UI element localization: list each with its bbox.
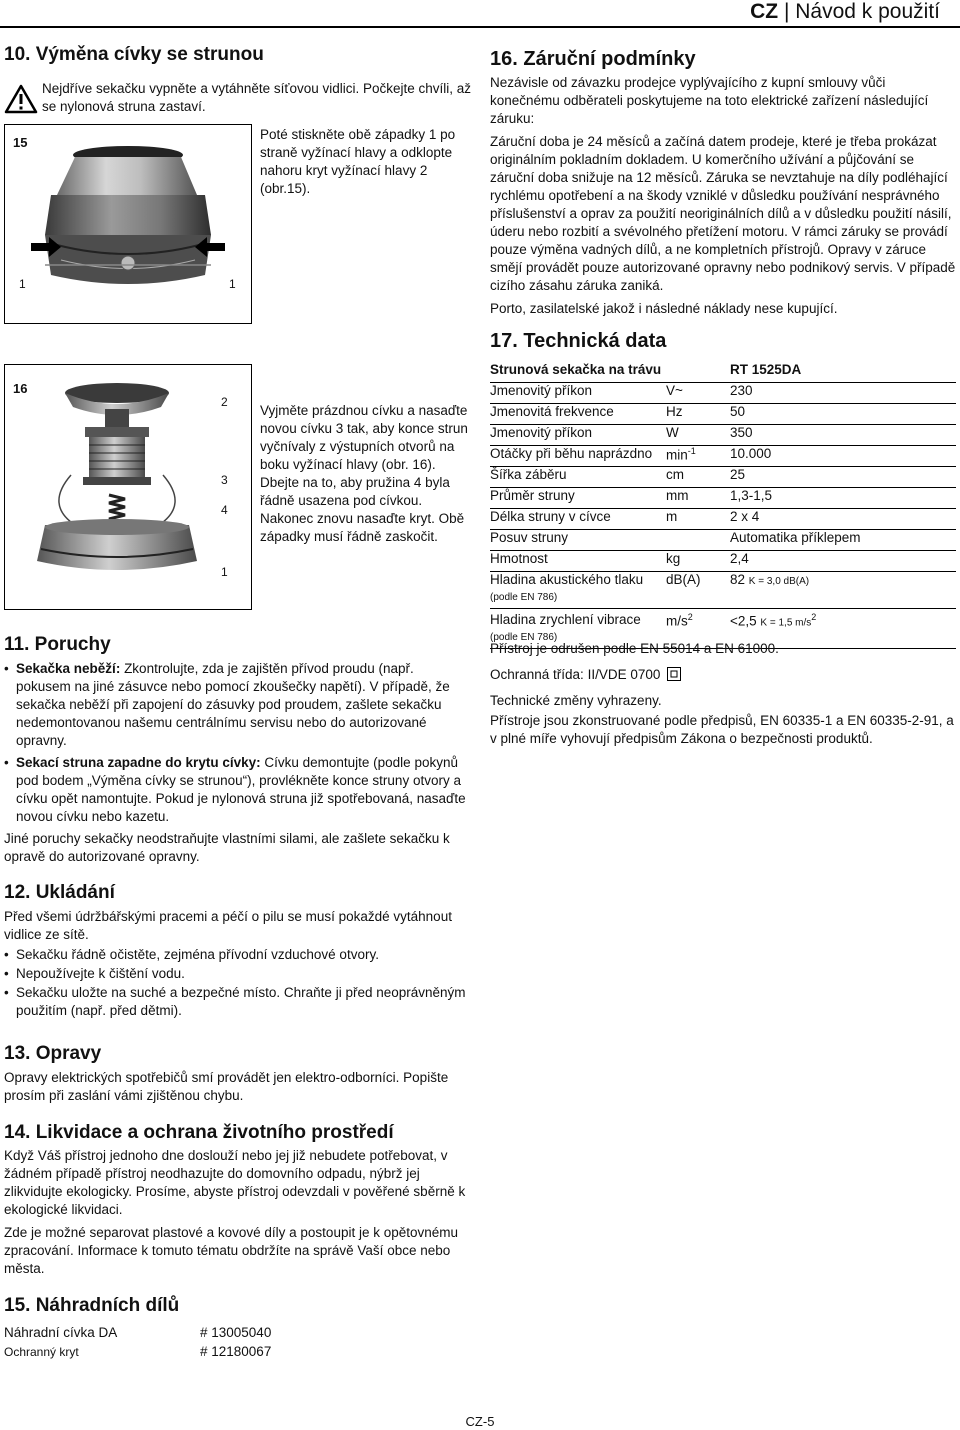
spec-unit — [666, 530, 730, 551]
spec-norm: (podle EN 786) — [490, 592, 956, 609]
list-item — [4, 660, 472, 750]
sec15-heading: 15. Náhradních dílů — [4, 1295, 180, 1316]
sec13-heading: 13. Opravy — [4, 1043, 102, 1064]
fault-text: Cívku demontujte (podle pokynů pod bodem „Výměna cívky se strunou“), provlékněte konce struny otvory a cívku opět namontujte. Pokud je nylonová struna již spotřebovaná, nasaďte novou cívku nebo kazetu. — [16, 755, 466, 824]
vib-unit-sup: 2 — [687, 612, 693, 622]
spec-value: 10.000 — [730, 446, 956, 467]
spec-unit: cm — [666, 467, 730, 488]
spec-name: Jmenovitá frekvence — [490, 404, 666, 425]
noise-value: 82 — [730, 572, 746, 587]
table-row — [4, 1344, 271, 1363]
figure-15 — [4, 124, 252, 324]
spec-name: Jmenovitý příkon — [490, 383, 666, 404]
emc-note: Přístroj je odrušen podle EN 55014 a EN 61000. — [490, 641, 779, 656]
spec-name: Šířka záběru — [490, 467, 666, 488]
spec-unit: W — [666, 425, 730, 446]
protection-value: II/VDE 0700 — [587, 667, 661, 682]
sec16-heading: 16. Záruční podmínky — [490, 48, 696, 70]
spec-norm: (podle EN 786) — [490, 632, 956, 649]
table-row — [490, 488, 956, 509]
spec-unit: kg — [666, 551, 730, 572]
fig16-number: 16 — [13, 381, 28, 396]
spec-value: 2 x 4 — [730, 509, 956, 530]
table-row — [490, 509, 956, 530]
spec-unit: Hz — [666, 404, 730, 425]
part-name: Náhradní cívka DA — [4, 1325, 118, 1340]
table-row — [490, 609, 956, 633]
double-insulation-icon — [667, 667, 681, 681]
spec-value: 2,4 — [730, 551, 956, 572]
sec11-heading: 11. Poruchy — [4, 634, 111, 655]
protection-label: Ochranná třída: — [490, 667, 584, 682]
spec-unit — [666, 609, 730, 633]
fig16-callout-4: 4 — [221, 503, 228, 517]
spec-unit: V~ — [666, 383, 730, 404]
fig15-callout-left: 1 — [19, 277, 26, 291]
sec16-p2: Záruční doba je 24 měsíců a začíná datem prodeje, které je třeba prokázat originálním pokladním dokladem. U komerčního užívání a půjčování se záruční doba snižuje na 12 měsíců. Záruka se nevztahuje na díly podléhající rychlému opotřebení a na škody vzniklé v důsledku používání nesprávného příslušenství a oprav za použití neoriginálních dílů a v důsledku použití násilí, úderu nebo rozbití a svévolného přetížení motoru. V rámci záruky se provádí pouze výměna vadných dílů, a ne kompletních přístrojů. Opravy v záruce smějí provádět pouze autorizované opravny nebo podnikový servis. V případě cizího zásahu záruka zaniká. — [490, 134, 956, 293]
noise-tolerance: K = 3,0 dB(A) — [748, 576, 810, 587]
part-name: Ochranný kryt — [4, 1344, 79, 1359]
protection-class — [490, 666, 958, 684]
sec17-heading: 17. Technická data — [490, 330, 667, 352]
list-item: • Sekačku uložte na suché a bezpečné místo. Chraňte ji před neoprávněným použitím (např. před dětmi). — [4, 984, 472, 1020]
fault-title: Sekačka neběží: — [16, 661, 121, 676]
fig16-callout-2: 2 — [221, 395, 228, 409]
changes-note: Technické změny vyhrazeny. — [490, 693, 662, 708]
list-item: • Sekačku řádně očistěte, zejména přívodní vzduchové otvory. — [4, 946, 472, 964]
spool-exploded-illustration — [5, 365, 251, 609]
sec17-notes — [490, 640, 958, 753]
spec-value: Automatika příklepem — [730, 530, 956, 551]
spec-value: 230 — [730, 383, 956, 404]
sec10-warning: Nejdříve sekačku vypněte a vytáhněte síťovou vidlici. Počkejte chvíli, až se nylonová struna zastaví. — [42, 81, 472, 114]
spec-unit-sup: -1 — [687, 446, 696, 456]
spec-value — [730, 609, 956, 633]
spec-unit: m — [666, 509, 730, 530]
spec-name: Otáčky při běhu naprázdno — [490, 446, 666, 467]
spec-value — [730, 572, 956, 593]
page-header — [750, 0, 940, 24]
product-label: Strunová sekačka na trávu — [490, 362, 730, 383]
spec-unit: dB(A) — [666, 572, 701, 587]
sec16-p1: Nezávisle od závazku prodejce vyplývajícího z kupní smlouvy vůči konečnému odběrateli poskytujeme na toto elektrické zařízení následující záruku: — [490, 75, 929, 126]
header-lang: CZ — [750, 0, 779, 23]
fault-text: Zkontrolujte, zda je zajištěn přívod proudu (např. pokusem na jiné zásuvce nebo pomocí zkoušečky napětí). V případě, že sekačka neběží při zapojení do zásuvky pod proudem, zašlete sekačku nedemontovanou našemu centrálnímu servisu nebo do autorizované opravny. — [16, 661, 450, 748]
tech-data-table — [490, 362, 956, 649]
sec14-p2: Zde je možné separovat plastové a kovové díly a postoupit je k opětovnému zpracování. Informace k tomuto tématu obdržíte na správě Vaší obce nebo města. — [4, 1225, 459, 1276]
list-item: • Nepoužívejte k čištění vodu. — [4, 965, 472, 983]
table-row — [490, 530, 956, 551]
sec11-list — [4, 660, 472, 826]
header-title: Návod k použití — [795, 0, 940, 23]
spec-unit — [666, 446, 730, 467]
trimmer-head-illustration — [5, 125, 251, 323]
sec12-body — [4, 908, 472, 1020]
sec14-body — [4, 1147, 472, 1283]
vib-value: <2,5 — [730, 613, 757, 629]
table-row — [490, 572, 956, 593]
spec-name: Jmenovitý příkon — [490, 425, 666, 446]
header-separator: | — [783, 0, 790, 23]
table-row — [490, 404, 956, 425]
table-row — [4, 1325, 271, 1344]
spec-unit-text: min — [666, 447, 688, 463]
table-row — [490, 551, 956, 572]
spec-name: Průměr struny — [490, 488, 666, 509]
part-number: # 12180067 — [200, 1344, 272, 1359]
sec11-closing: Jiné poruchy sekačky neodstraňujte vlastními silami, ale zašlete sekačku k opravě do autorizované opravny. — [4, 831, 450, 864]
product-model: RT 1525DA — [730, 362, 956, 383]
parts-table — [4, 1325, 271, 1363]
spec-name: Délka struny v cívce — [490, 509, 666, 530]
spec-unit: mm — [666, 488, 730, 509]
sec12-intro: Před všemi údržbářskými pracemi a péčí o pilu se musí pokaždé vytáhnout vidlice ze sítě. — [4, 909, 452, 942]
spec-value: 1,3-1,5 — [730, 488, 956, 509]
figure-16 — [4, 364, 252, 610]
sec12-list — [4, 946, 472, 1020]
fig15-number: 15 — [13, 135, 28, 150]
sec10-step1: Poté stiskněte obě západky 1 po straně vyžínací hlavy a odklopte nahoru kryt vyžínací hlavy 2 (obr.15). — [260, 127, 456, 196]
vib-tolerance-sup: 2 — [811, 612, 817, 622]
spec-value: 25 — [730, 467, 956, 488]
spec-value: 350 — [730, 425, 956, 446]
fig15-callout-right: 1 — [229, 277, 236, 291]
sec10-step2: Vyjměte prázdnou cívku a nasaďte novou cívku 3 tak, aby konce strun vyčnívaly z výstupních otvorů na boku vyžínací hlavy (obr. 16). Dbejte na to, aby pružina 4 byla řádně usazena pod cívkou. Nakonec znovu nasaďte kryt. Obě západky musí řádně zaskočit. — [260, 403, 468, 544]
part-number: # 13005040 — [200, 1325, 272, 1340]
spec-name: Hladina akustického tlaku — [490, 572, 644, 587]
spec-name: Hladina zrychlení vibrace — [490, 612, 641, 627]
vib-tolerance: K = 1,5 m/s — [760, 617, 812, 629]
fig16-callout-1: 1 — [221, 565, 228, 579]
sec12-heading: 12. Ukládání — [4, 882, 115, 903]
spec-value: 50 — [730, 404, 956, 425]
table-row — [490, 467, 956, 488]
fault-title: Sekací struna zapadne do krytu cívky: — [16, 755, 261, 770]
sec14-heading: 14. Likvidace a ochrana životního prostředí — [4, 1122, 394, 1143]
sec16-body — [490, 74, 958, 323]
sec10-heading: 10. Výměna cívky se strunou — [4, 44, 264, 65]
warning-icon — [4, 84, 38, 114]
sec11-body — [4, 660, 472, 871]
spec-name: Posuv struny — [490, 530, 666, 551]
table-row — [490, 446, 956, 467]
sec13-text: Opravy elektrických spotřebičů smí provádět jen elektro-odborníci. Popište prosím při zaslání vámi zjištěnou chybu. — [4, 1070, 449, 1103]
header-rule — [0, 26, 960, 28]
fig16-callout-3: 3 — [221, 473, 228, 487]
vib-unit-text: m/s — [666, 613, 688, 629]
page-number: CZ-5 — [465, 1414, 495, 1429]
sec16-p3: Porto, zasilatelské jakož i následné náklady nese kupující. — [490, 301, 838, 316]
sec14-p1: Když Váš přístroj jednoho dne doslouží nebo jej již nebudete potřebovat, v žádném případě přístroj neodhazujte do domovního odpadu, nýbrž jej zlikvidujte ekologicky. Prosíme, abyste přístroj odevzdali v pověřené sběrně k ekologické likvidaci. — [4, 1148, 466, 1217]
list-item — [4, 754, 472, 826]
table-row — [490, 592, 956, 609]
spec-name: Hmotnost — [490, 551, 666, 572]
table-row — [490, 425, 956, 446]
standards-note: Přístroje jsou zkonstruované podle předpisů, EN 60335-1 a EN 60335-2-91, a v plné míře vyhovují předpisům Zákona o bezpečnosti produktů. — [490, 713, 954, 746]
table-row — [490, 383, 956, 404]
table-row — [490, 362, 956, 383]
